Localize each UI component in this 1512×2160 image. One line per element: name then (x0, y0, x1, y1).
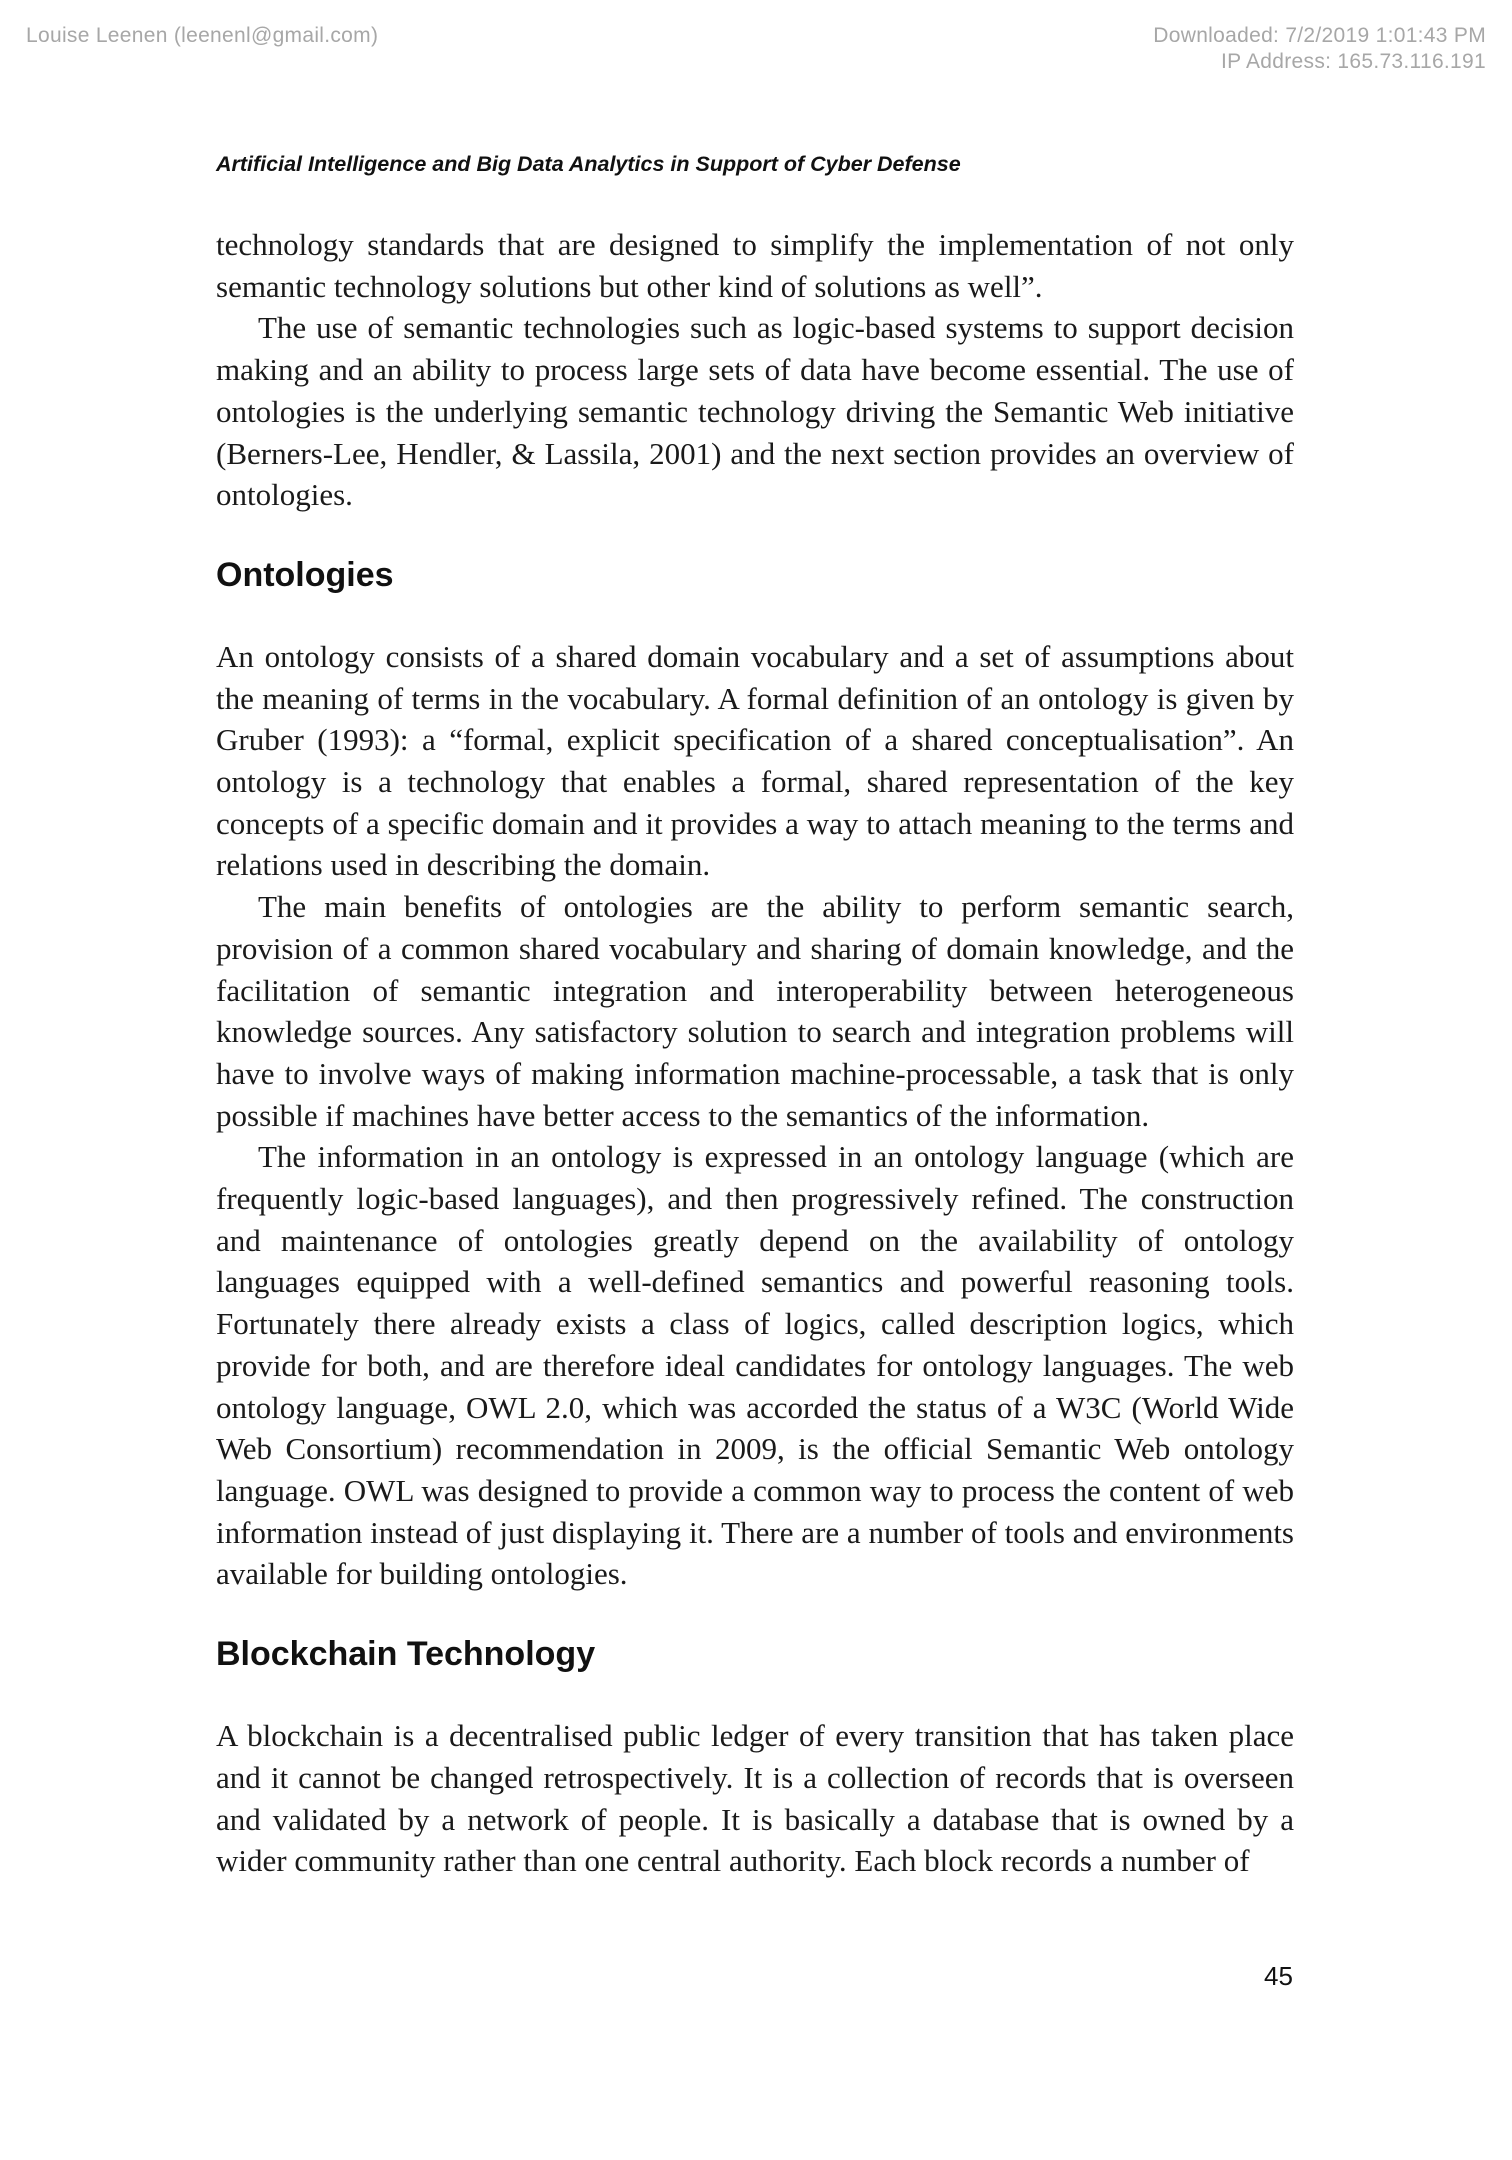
section-heading-blockchain: Blockchain Technology (216, 1635, 596, 1674)
paragraph-continuation: technology standards that are designed to simplify the implementation of not only semantic technology solutions but other kind of solutions as well”. (216, 227, 1294, 304)
section-heading-ontologies: Ontologies (216, 555, 394, 594)
watermark-ip-address: IP Address: 165.73.116.191 (1220, 50, 1486, 73)
watermark-user: Louise Leenen (leenenl@gmail.com) (26, 24, 379, 47)
paragraph-ontology-definition: An ontology consists of a shared domain vocabulary and a set of assumptions about the meaning of terms in the vocabulary. A formal definition of an ontology is given by Gruber (1993): a “formal, explicit specification of a shared conceptualisation”. An ontology is a technology that enables a formal, shared representation of the key concepts of a specific domain and it provides a way to attach meaning to the terms and relations used in describing the domain. (216, 638, 1294, 883)
running-header: Artificial Intelligence and Big Data Analytics in Support of Cyber Defense (216, 152, 961, 176)
page-number: 45 (1264, 1961, 1293, 1991)
paragraph-semantic-technologies: The use of semantic technologies such as logic-based systems to support decision making and an ability to process large sets of data have become essential. The use of ontologies is the underlying semantic technology driving the Semantic Web initiative (Berners-Lee, Hendler, & Lassila, 2001) and the next section provides an overview of ontologies. (216, 310, 1294, 513)
page-body (216, 224, 1294, 1882)
paragraph-blockchain-definition: A blockchain is a decentralised public ledger of every transition that has taken place and it cannot be changed retrospectively. It is a collection of records that is overseen and validated by a network of people. It is basically a database that is owned by a wider community rather than one central authority. Each block records a number of (216, 1718, 1294, 1879)
watermark-downloaded: Downloaded: 7/2/2019 1:01:43 PM (1153, 24, 1486, 47)
paragraph-ontology-languages: The information in an ontology is expressed in an ontology language (which are frequently logic-based languages), and then progressively refined. The construction and maintenance of ontologies greatly depend on the availability of ontology languages equipped with a well-defined semantics and powerful reasoning tools. Fortunately there already exists a class of logics, called description logics, which provide for both, and are therefore ideal candidates for ontology languages. The web ontology language, OWL 2.0, which was accorded the status of a W3C (World Wide Web Consortium) recommendation in 2009, is the official Semantic Web ontology language. OWL was designed to provide a common way to process the content of web information instead of just displaying it. There are a number of tools and environments available for building ontologies. (216, 1139, 1294, 1592)
watermark-download-info (1153, 23, 1486, 75)
paragraph-ontology-benefits: The main benefits of ontologies are the ability to perform semantic search, provision of a common shared vocabulary and sharing of domain knowledge, and the facilitation of semantic integration and interoperability between heterogeneous knowledge sources. Any satisfactory solution to search and integration problems will have to involve ways of making information machine-processable, a task that is only possible if machines have better access to the semantics of the information. (216, 889, 1294, 1133)
